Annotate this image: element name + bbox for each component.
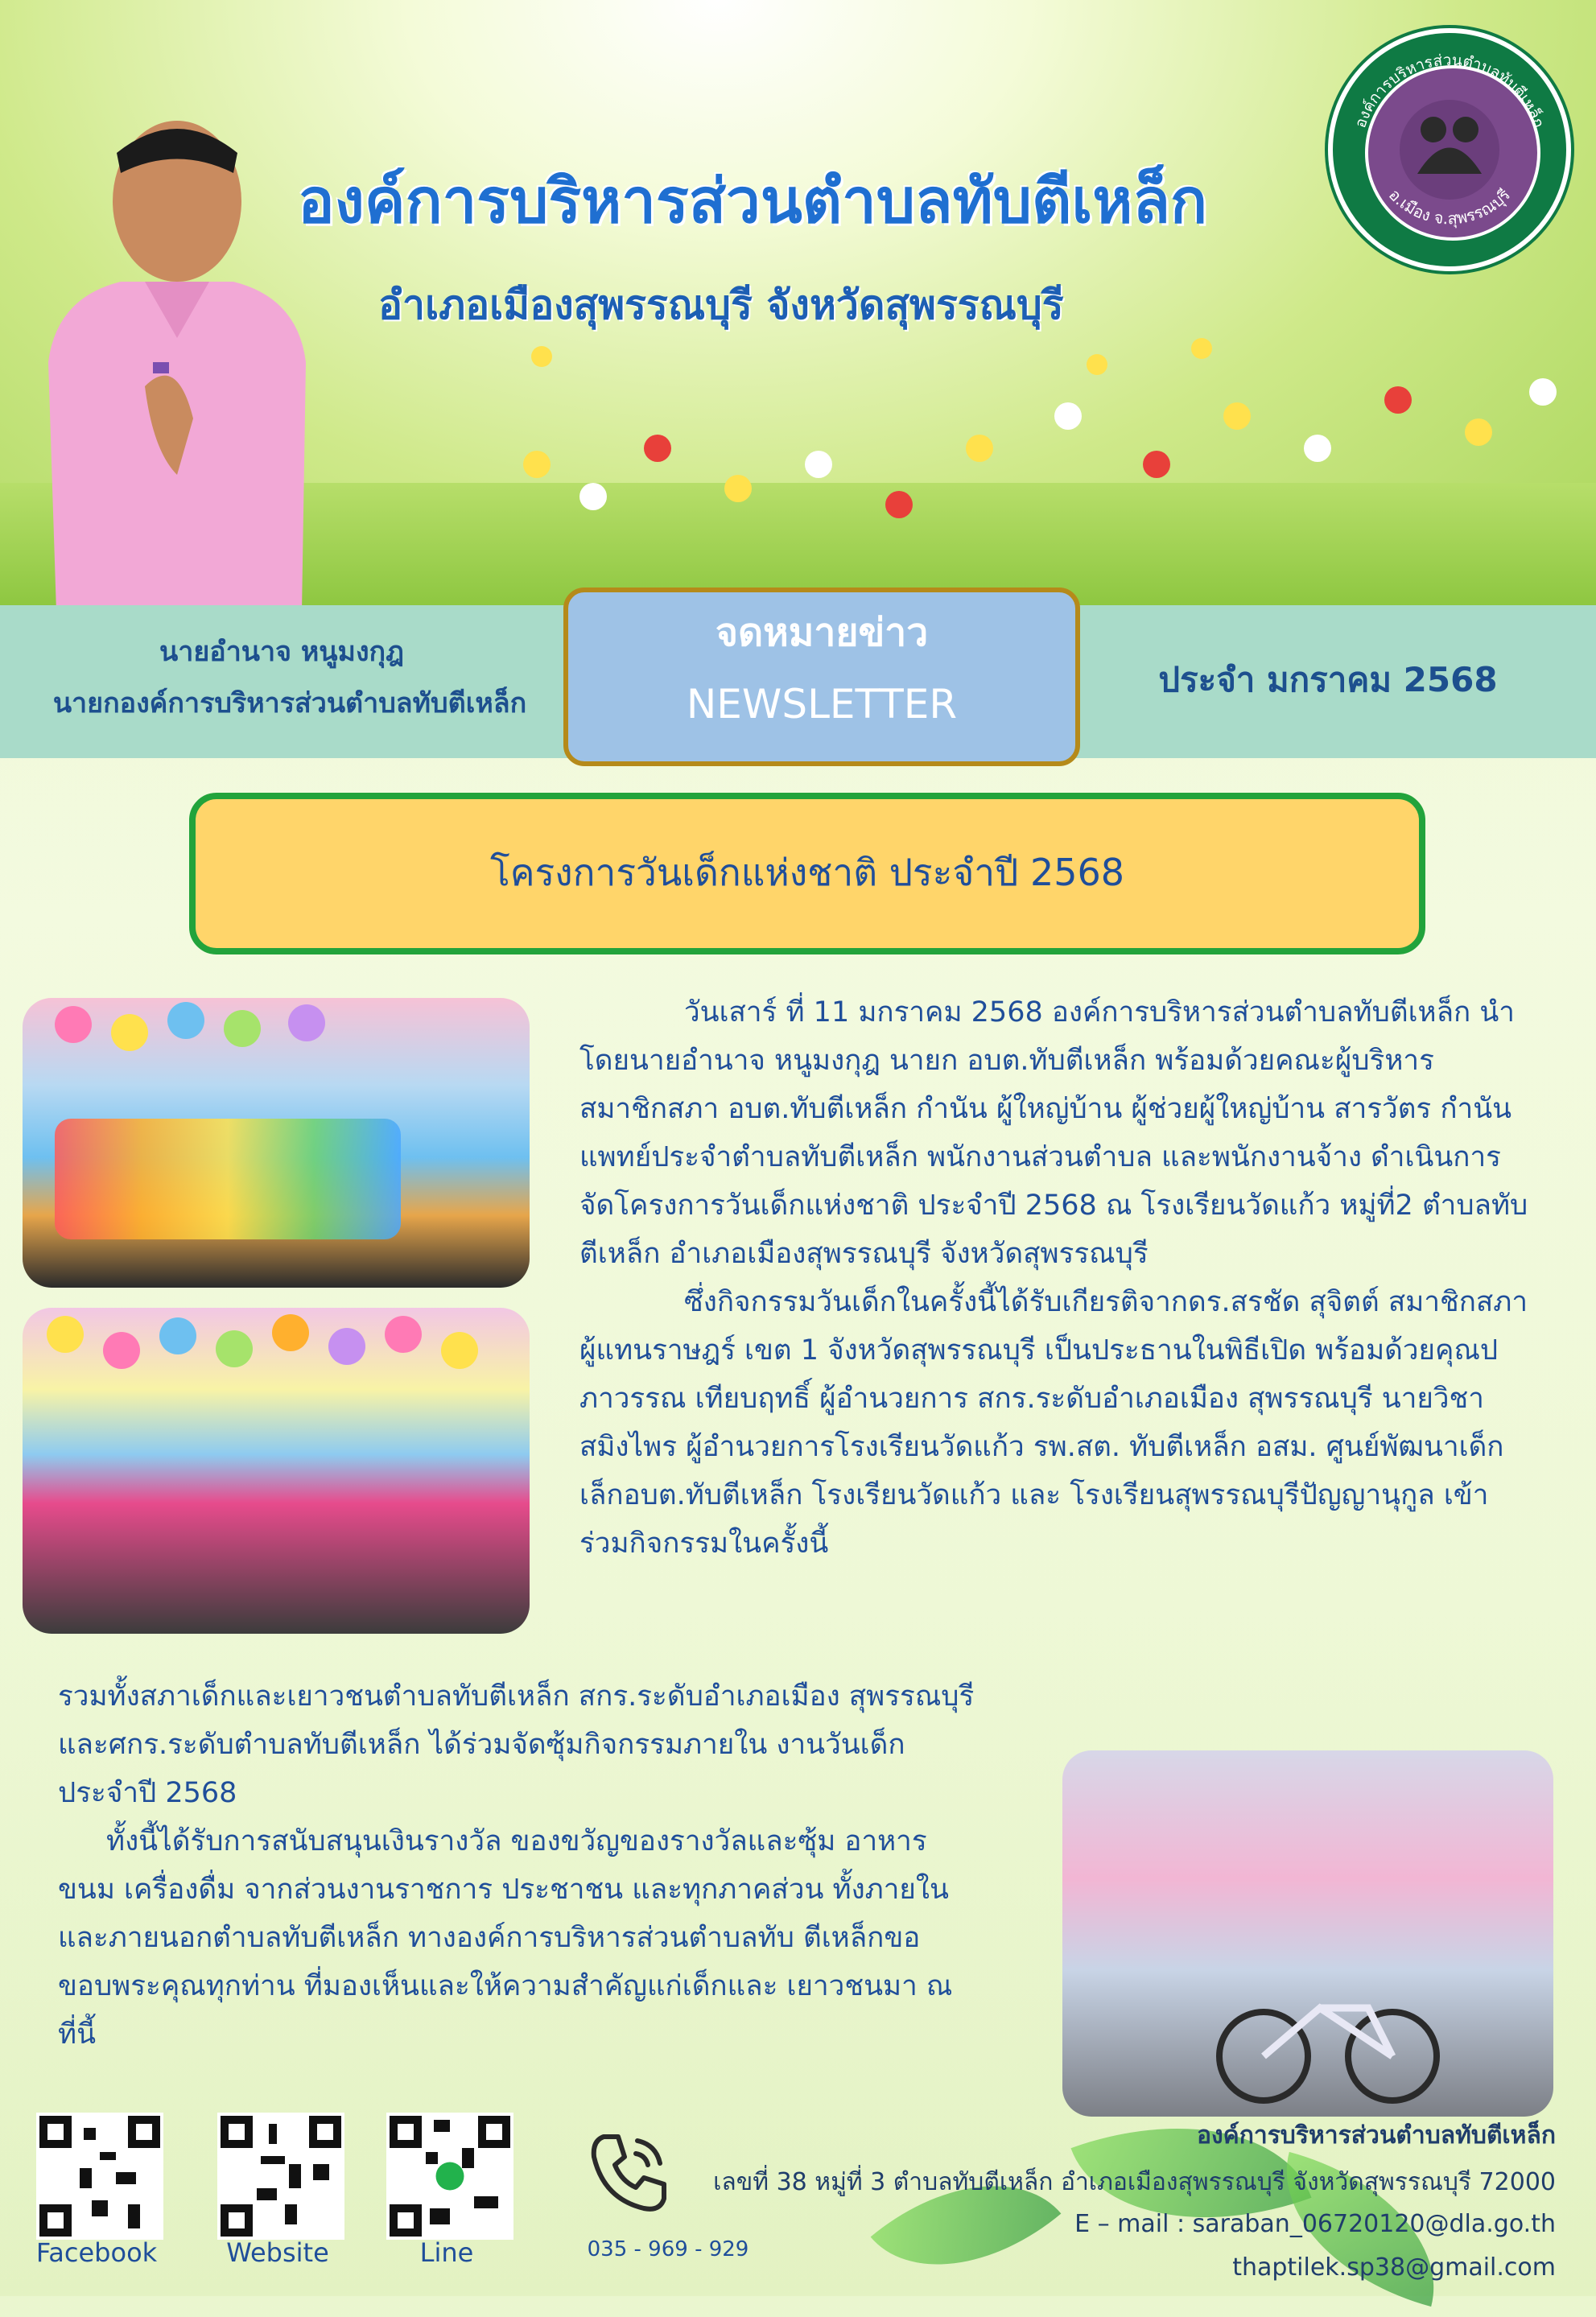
balloon-decoration [288,1004,325,1041]
balloon-decoration [103,1332,140,1369]
qr-pattern [39,2116,160,2237]
flower-decoration [523,451,551,478]
balloon-decoration [159,1317,196,1354]
article-bottom-paragraphs [58,1672,975,2059]
phone-number: 035 - 969 - 929 [587,2237,749,2261]
qr-code-line[interactable] [386,2113,513,2240]
qr-label-facebook: Facebook [35,2237,158,2268]
qr-label-line: Line [419,2237,474,2268]
flower-decoration [1143,451,1170,478]
qr-label-website: Website [226,2237,329,2268]
flower-decoration [1529,378,1557,406]
flower-decoration [579,483,607,510]
article-paragraph-3: รวมทั้งสภาเด็กและเยาวชนตำบลทับตีเหล็ก สกร.ระดับอำเภอเมือง สุพรรณบุรี และศกร.ระดับตำบลทับตีเหล็ก ได้ร่วมจัดซุ้มกิจกรรมภายใน งานวันเด็ก ประจำปี 2568 [58,1680,975,1809]
flower-decoration [1384,386,1412,414]
org-seal-logo [1328,28,1571,271]
article-top-paragraphs [579,988,1529,1568]
event-photo-stage [23,998,530,1288]
qr-code-facebook[interactable] [36,2113,163,2240]
article-paragraph-1: วันเสาร์ ที่ 11 มกราคม 2568 องค์การบริหารส่วนตำบลทับตีเหล็ก นำโดยนายอำนาจ หนูมงกุฎ นายก อบต.ทับตีเหล็ก พร้อมด้วยคณะผู้บริหาร สมาชิกสภา อบต.ทับตีเหล็ก กำนัน ผู้ใหญ่บ้าน ผู้ช่วยผู้ใหญ่บ้าน สารวัตร กำนัน แพทย์ประจำตำบลทับตีเหล็ก พนักงานส่วนตำบล และพนักงานจ้าง ดำเนินการจัดโครงการวันเด็กแห่งชาติ ประจำปี 2568 ณ โรงเรียนวัดแก้ว หมู่ที่2 ตำบลทับตีเหล็ก อำเภอเมืองสุพรรณบุรี จังหวัดสุพรรณบุรี [579,996,1528,1270]
flower-decoration [1304,435,1331,462]
mayor-name: นายอำนาจ หนูมงกุฎ [159,636,404,668]
footer-email-secondary: thaptilek.sp38@gmail.com [1232,2253,1556,2282]
newsletter-title-th: จดหมายข่าว [715,610,929,655]
newsletter-title-en: NEWSLETTER [686,681,958,728]
event-photo-crowd [23,1308,530,1634]
balloon-decoration [272,1314,309,1351]
mayor-position: นายกองค์การบริหารส่วนตำบลทับตีเหล็ก [52,687,527,719]
footer-org-name: องค์การบริหารส่วนตำบลทับตีเหล็ก [1196,2121,1556,2150]
qr-pattern [221,2116,341,2237]
flower-decoration [724,475,752,502]
bicycle-graphic [1207,1960,1449,2105]
stage-backdrop [55,1119,401,1239]
flower-decoration [1465,418,1492,446]
flower-decoration [966,435,993,462]
project-title: โครงการวันเด็กแห่งชาติ ประจำปี 2568 [489,851,1125,894]
header-banner [0,0,1596,605]
flower-decoration [644,435,671,462]
flower-decoration [885,491,913,518]
issue-date: ประจำ มกราคม 2568 [1158,660,1498,699]
balloon-decoration [47,1316,84,1353]
article-paragraph-2: ซึ่งกิจกรรมวันเด็กในครั้งนี้ได้รับเกียรติจากดร.สรชัด สุจิตต์ สมาชิกสภาผู้แทนราษฎร์ เขต 1 จังหวัดสุพรรณบุรี เป็นประธานในพิธีเปิด พร้อมด้วยคุณปภาวรรณ เทียบฤทธิ์ ผู้อำนวยการ สกร.ระดับอำเภอเมือง สุพรรณบุรี นายวิชา สมิงไพร ผู้อำนวยการโรงเรียนวัดแก้ว รพ.สต. ทับตีเหล็ก อสม. ศูนย์พัฒนาเด็กเล็กอบต.ทับตีเหล็ก โรงเรียนวัดแก้ว และ โรงเรียนสุพรรณบุรีปัญญานุกูล เข้าร่วมกิจกรรมในครั้งนี้ [579,1286,1528,1560]
flower-decoration [1223,402,1251,430]
balloon-decoration [385,1316,422,1353]
org-title: องค์การบริหารส่วนตำบลทับตีเหล็ก [298,165,1207,237]
balloon-decoration [167,1002,204,1039]
flower-decoration [1054,402,1082,430]
phone-icon [579,2125,676,2221]
article-paragraph-4: ทั้งนี้ได้รับการสนับสนุนเงินรางวัล ของขวัญของรางวัลและซุ้ม อาหาร ขนม เครื่องดื่ม จากส่วนงานราชการ ประชาชน และทุกภาคส่วน ทั้งภายในและภายนอกตำบลทับตีเหล็ก ทางองค์การบริหารส่วนตำบลทับ ตีเหล็กขอขอบพระคุณทุกท่าน ที่มองเห็นและให้ความสำคัญแก่เด็กและ เยาวชนมา ณ ที่นี้ [58,1825,953,2051]
svg-text:อ.เมือง จ.สุพรรณบุรี: อ.เมือง จ.สุพรรณบุรี [1384,184,1515,229]
flower-decoration [1191,338,1212,359]
flower-decoration [1087,354,1107,375]
seal-lettering [1333,33,1566,266]
flower-decoration [531,346,552,367]
svg-text:องค์การบริหารส่วนตำบลทับตีเหล็: องค์การบริหารส่วนตำบลทับตีเหล็ก [1351,51,1548,130]
footer-email: E – mail : saraban_06720120@dla.go.th [1074,2210,1556,2238]
balloon-decoration [224,1010,261,1047]
balloon-decoration [55,1006,92,1043]
org-location: อำเภอเมืองสุพรรณบุรี จังหวัดสุพรรณบุรี [378,282,1064,328]
balloon-decoration [441,1332,478,1369]
balloon-decoration [111,1014,148,1051]
balloon-decoration [216,1330,253,1367]
footer-address: เลขที่ 38 หมู่ที่ 3 ตำบลทับตีเหล็ก อำเภอเมืองสุพรรณบุรี จังหวัดสุพรรณบุรี 72000 [713,2168,1556,2196]
event-photo-bicycle-prize [1062,1750,1553,2117]
qr-pattern [390,2116,510,2237]
qr-code-website[interactable] [217,2113,344,2240]
balloon-decoration [328,1328,365,1365]
flower-decoration [805,451,832,478]
mayor-portrait [24,97,314,605]
